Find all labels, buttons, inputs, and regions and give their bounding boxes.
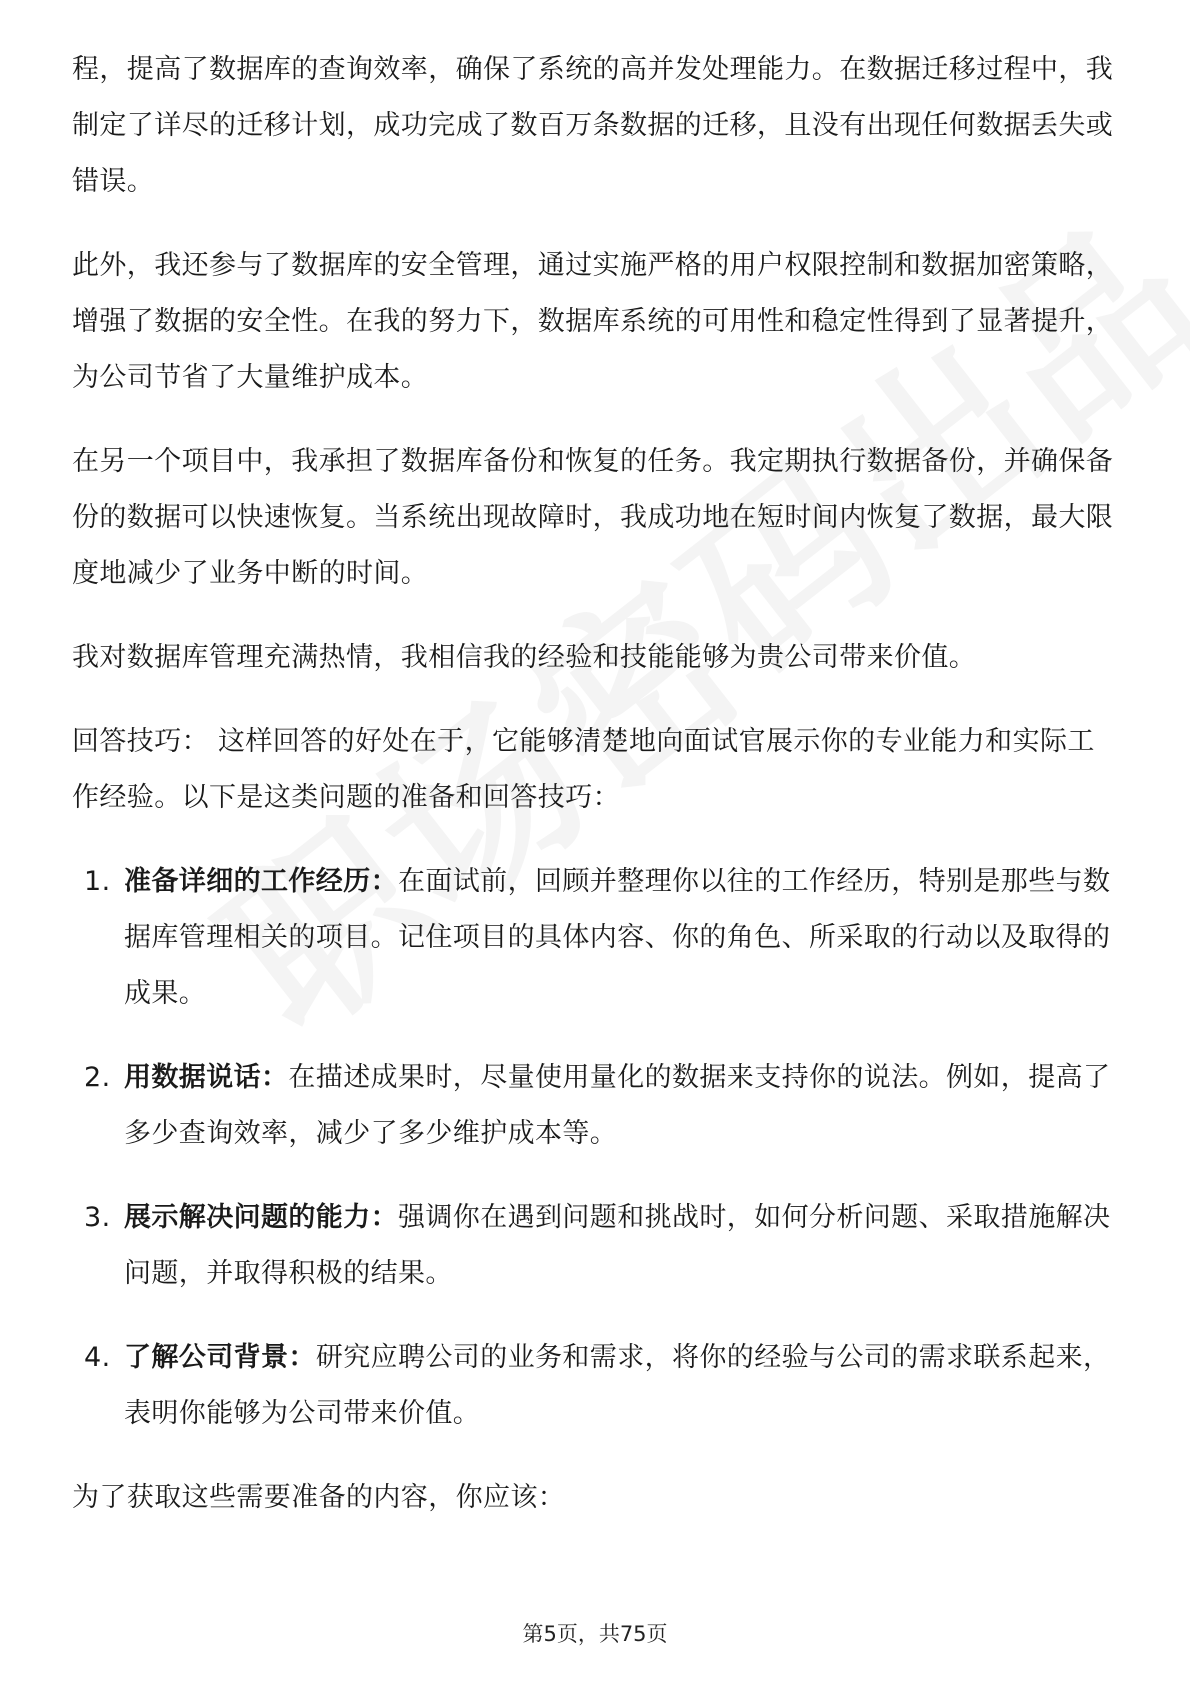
tip-item [72, 1050, 1122, 1162]
tip-heading: 准备详细的工作经历： [124, 866, 398, 897]
tip-text: 强调你在遇到问题和挑战时，如何分析问题、采取措施解决问题，并取得积极的结果。 [124, 1202, 1111, 1289]
tips-list [72, 854, 1122, 1442]
tip-text: 在描述成果时，尽量使用量化的数据来支持你的说法。例如，提高了多少查询效率，减少了多少维护成本等。 [124, 1062, 1111, 1149]
tip-number: 4. [84, 1342, 111, 1373]
tip-number: 2. [84, 1062, 111, 1093]
tip-item [72, 1330, 1122, 1442]
tip-number: 3. [84, 1202, 111, 1233]
page-number: 第5页，共75页 [522, 1622, 668, 1646]
paragraph-security: 此外，我还参与了数据库的安全管理，通过实施严格的用户权限控制和数据加密策略，增强了数据的安全性。在我的努力下，数据库系统的可用性和稳定性得到了显著提升，为公司节省了大量维护成本。 [72, 250, 1114, 393]
paragraph-answer-tips: 回答技巧： 这样回答的好处在于，它能够清楚地向面试官展示你的专业能力和实际工作经验。以下是这类问题的准备和回答技巧： [72, 726, 1095, 813]
paragraph-backup: 在另一个项目中，我承担了数据库备份和恢复的任务。我定期执行数据备份，并确保备份的数据可以快速恢复。当系统出现故障时，我成功地在短时间内恢复了数据，最大限度地减少了业务中断的时间。 [72, 446, 1114, 589]
paragraph-closing: 为了获取这些需要准备的内容，你应该： [72, 1482, 566, 1513]
paragraph-project-migration: 程，提高了数据库的查询效率，确保了系统的高并发处理能力。在数据迁移过程中，我制定了详尽的迁移计划，成功完成了数百万条数据的迁移，且没有出现任何数据丢失或错误。 [72, 54, 1114, 197]
tip-heading: 用数据说话： [124, 1062, 289, 1093]
page-content [72, 42, 1122, 1554]
tip-heading: 展示解决问题的能力： [124, 1202, 398, 1233]
tip-number: 1. [84, 866, 111, 897]
paragraph-passion: 我对数据库管理充满热情，我相信我的经验和技能能够为贵公司带来价值。 [72, 642, 977, 673]
tip-item [72, 854, 1122, 1022]
tip-text: 在面试前，回顾并整理你以往的工作经历，特别是那些与数据库管理相关的项目。记住项目的具体内容、你的角色、所采取的行动以及取得的成果。 [124, 866, 1111, 1009]
tip-heading: 了解公司背景： [124, 1342, 316, 1373]
tip-text: 研究应聘公司的业务和需求，将你的经验与公司的需求联系起来，表明你能够为公司带来价值。 [124, 1342, 1111, 1429]
tip-item [72, 1190, 1122, 1302]
